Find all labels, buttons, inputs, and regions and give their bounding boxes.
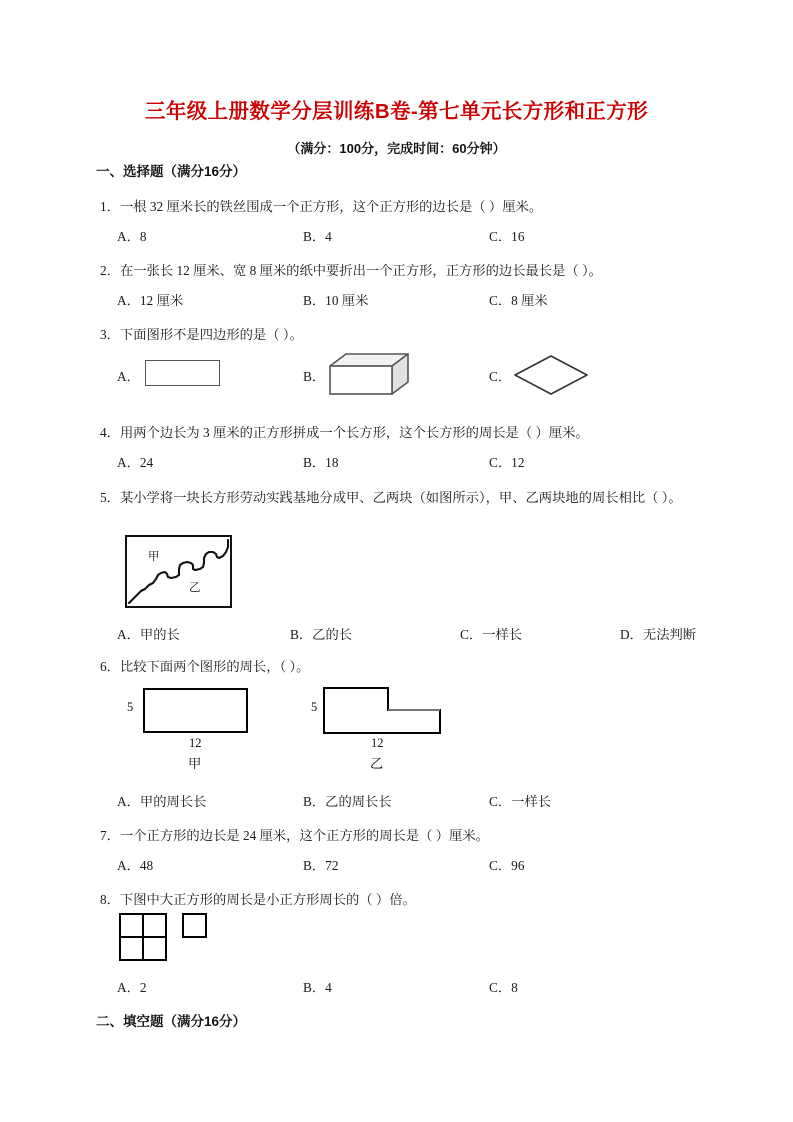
figure-jia-name: 甲 — [188, 756, 202, 771]
figure-yi-name: 乙 — [370, 756, 384, 771]
question-1-option-a[interactable]: A．8 — [117, 229, 147, 244]
question-3-option-c-label[interactable]: C． — [489, 369, 512, 384]
rectangle-shape-icon — [145, 360, 220, 386]
question-1-option-c[interactable]: C．16 — [489, 229, 525, 244]
question-5-option-a[interactable]: A．甲的长 — [117, 627, 180, 642]
question-4-option-c[interactable]: C．12 — [489, 455, 525, 470]
question-5-option-c[interactable]: C．一样长 — [460, 627, 523, 642]
question-4-text: 4．用两个边长为 3 厘米的正方形拼成一个长方形，这个长方形的周长是（ ）厘米。 — [100, 425, 589, 440]
question-8-option-b[interactable]: B．4 — [303, 980, 332, 995]
question-3-option-a-label[interactable]: A． — [117, 369, 140, 384]
section-heading-choice: 一、选择题（满分16分） — [96, 164, 247, 179]
zigzag-divider-icon — [127, 537, 230, 606]
question-2-option-c[interactable]: C．8 厘米 — [489, 293, 548, 308]
question-6-option-c[interactable]: C．一样长 — [489, 794, 552, 809]
figure-jia-height-label: 5 — [127, 700, 134, 714]
question-6-option-a[interactable]: A．甲的周长长 — [117, 794, 207, 809]
page-subtitle: （满分：100分，完成时间：60分钟） — [287, 141, 506, 156]
figure-jia-rectangle — [143, 688, 248, 733]
section-heading-fill-blank: 二、填空题（满分16分） — [96, 1014, 247, 1029]
question-8-small-square — [182, 913, 207, 938]
figure-yi-height-label: 5 — [311, 700, 318, 714]
question-4-option-a[interactable]: A．24 — [117, 455, 154, 470]
figure-jia-width-label: 12 — [189, 736, 202, 750]
question-5-text: 5．某小学将一块长方形劳动实践基地分成甲、乙两块（如图所示），甲、乙两块地的周长相比（ ）。 — [100, 490, 682, 505]
figure-yi-width-label: 12 — [371, 736, 384, 750]
question-5-region-label-yi: 乙 — [189, 582, 201, 594]
question-7-option-a[interactable]: A．48 — [117, 858, 154, 873]
page-title: 三年级上册数学分层训练B卷-第七单元长方形和正方形 — [144, 100, 649, 123]
figure-yi-l-shape — [322, 686, 445, 736]
question-1-option-b[interactable]: B．4 — [303, 229, 332, 244]
question-2-option-b[interactable]: B．10 厘米 — [303, 293, 369, 308]
question-1-text: 1．一根 32 厘米长的铁丝围成一个正方形，这个正方形的边长是（ ）厘米。 — [100, 199, 543, 214]
question-5-region-label-jia: 甲 — [148, 551, 160, 563]
question-2-option-a[interactable]: A．12 厘米 — [117, 293, 184, 308]
rhombus-shape-icon — [513, 354, 589, 396]
question-5-figure — [125, 535, 232, 608]
question-3-option-b-label[interactable]: B． — [303, 369, 326, 384]
question-3-text: 3．下面图形不是四边形的是（ ）。 — [100, 327, 303, 342]
question-7-text: 7．一个正方形的边长是 24 厘米，这个正方形的周长是（ ）厘米。 — [100, 828, 489, 843]
question-6-text: 6．比较下面两个图形的周长，（ ）。 — [100, 659, 310, 674]
question-4-option-b[interactable]: B．18 — [303, 455, 339, 470]
question-5-option-d[interactable]: D．无法判断 — [620, 627, 697, 642]
question-7-option-b[interactable]: B．72 — [303, 858, 339, 873]
question-8-option-c[interactable]: C．8 — [489, 980, 518, 995]
question-8-option-a[interactable]: A．2 — [117, 980, 147, 995]
question-8-big-square — [119, 913, 167, 961]
cuboid-3d-shape-icon — [329, 352, 409, 396]
question-5-option-b[interactable]: B．乙的长 — [290, 627, 353, 642]
question-7-option-c[interactable]: C．96 — [489, 858, 525, 873]
question-6-option-b[interactable]: B．乙的周长长 — [303, 794, 392, 809]
question-8-text: 8．下图中大正方形的周长是小正方形周长的（ ）倍。 — [100, 892, 416, 907]
question-2-text: 2．在一张长 12 厘米、宽 8 厘米的纸中要折出一个正方形，正方形的边长最长是（ ）。 — [100, 263, 602, 278]
